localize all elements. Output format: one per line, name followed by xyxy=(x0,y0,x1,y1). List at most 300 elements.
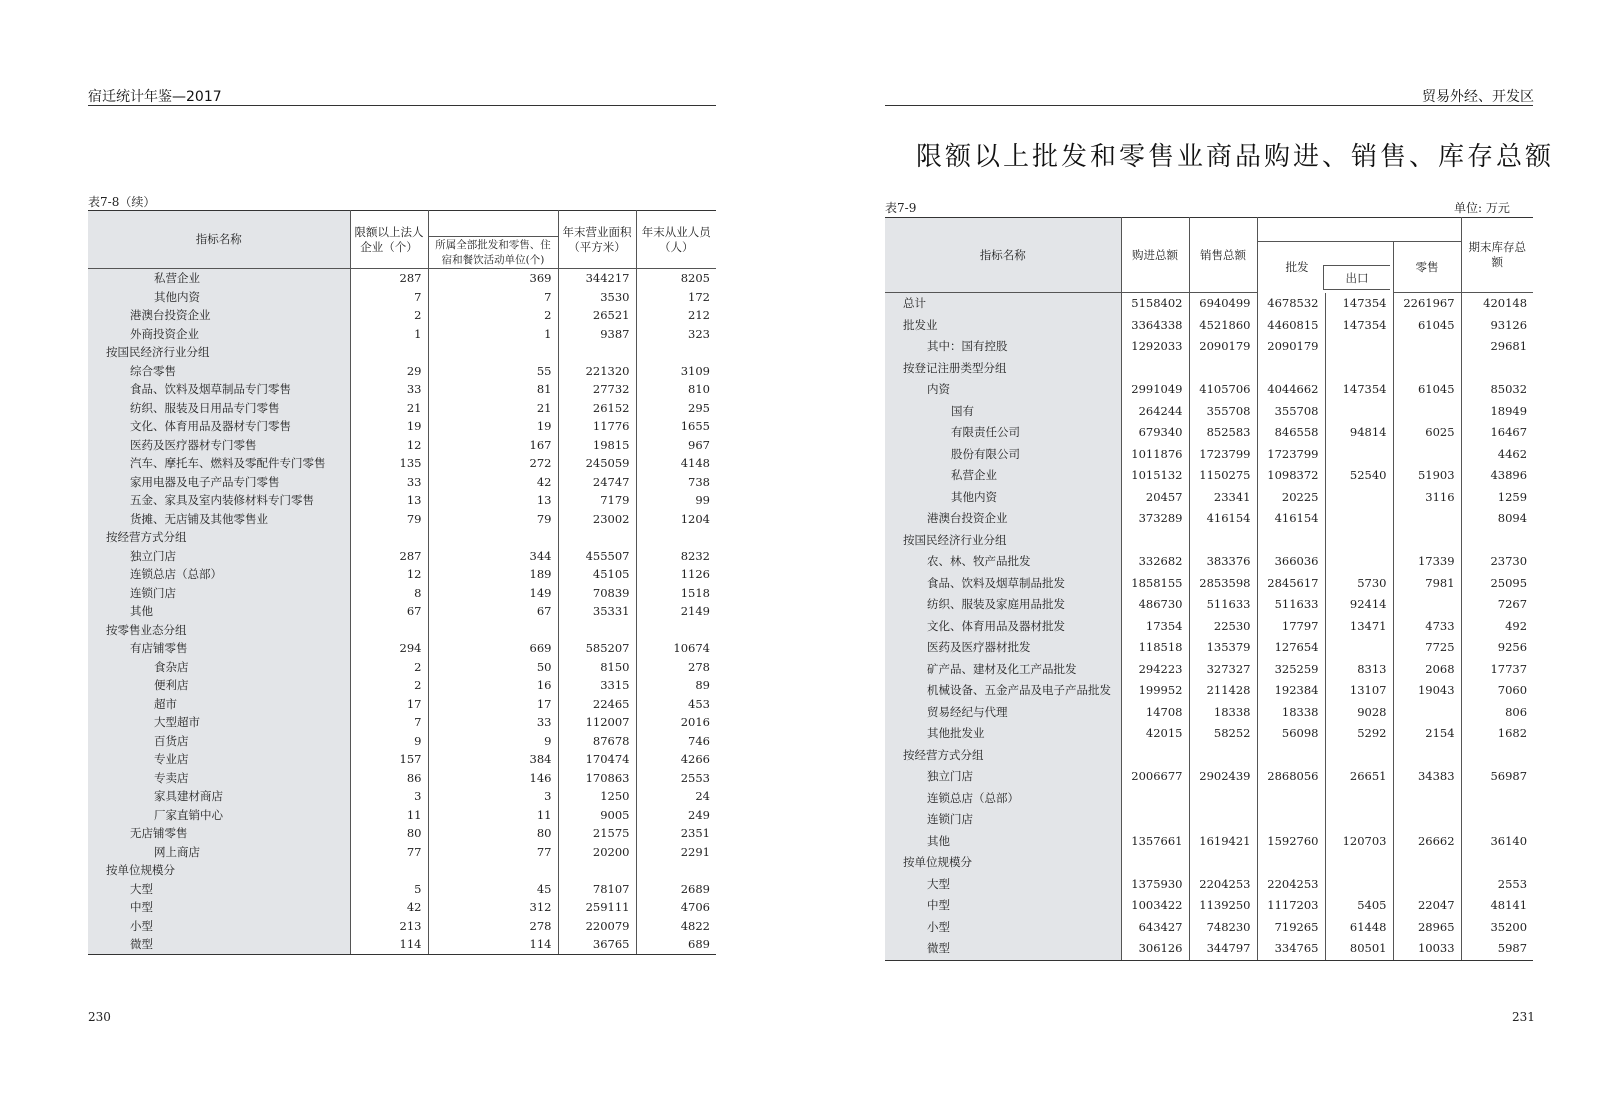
table-cell: 327327 xyxy=(1189,659,1257,681)
table-cell: 486730 xyxy=(1121,594,1189,616)
table-cell: 93126 xyxy=(1490,317,1528,332)
table-cell: 114 xyxy=(428,935,558,954)
table-cell: 1723799 xyxy=(1189,444,1257,466)
table-cell: 4266 xyxy=(680,752,710,766)
table-cell: 7 xyxy=(428,288,558,307)
row-label: 专业店 xyxy=(88,750,350,769)
row-label: 食杂店 xyxy=(88,658,350,677)
table-cell: 5 xyxy=(350,880,428,899)
row-label: 机械设备、五金产品及电子产品批发 xyxy=(885,680,1121,702)
row-label: 纺织、服装及家庭用品批发 xyxy=(885,594,1121,616)
table-cell xyxy=(1461,745,1533,767)
table-cell: 45 xyxy=(428,880,558,899)
table-cell: 492 xyxy=(1505,618,1528,633)
row-label: 食品、饮料及烟草制品专门零售 xyxy=(88,380,350,399)
table-cell: 2006677 xyxy=(1121,766,1189,788)
table-row xyxy=(88,417,716,436)
header-wholesale: 批发 xyxy=(1257,242,1393,293)
table-cell: 373289 xyxy=(1121,508,1189,530)
table-cell: 8094 xyxy=(1497,511,1528,525)
table-cell: 147354 xyxy=(1325,293,1393,315)
table-row xyxy=(88,473,716,492)
table-cell: 679340 xyxy=(1121,422,1189,444)
page-number-right: 231 xyxy=(1512,1010,1535,1024)
table-cell: 89 xyxy=(695,678,710,692)
table-cell xyxy=(1393,444,1461,466)
table-cell: 55 xyxy=(428,362,558,381)
table-cell: 1250 xyxy=(558,787,636,806)
table-row xyxy=(885,358,1533,380)
table-row xyxy=(88,399,716,418)
table-cell: 669 xyxy=(428,639,558,658)
table-cell xyxy=(558,528,636,547)
table-cell: 5987 xyxy=(1461,938,1533,960)
table-cell xyxy=(1325,745,1393,767)
table-cell: 10674 xyxy=(673,641,710,655)
table-cell xyxy=(1393,788,1461,810)
table-cell: 6940499 xyxy=(1189,293,1257,315)
table-cell: 4148 xyxy=(680,456,710,470)
table-row xyxy=(88,454,716,473)
table-cell xyxy=(1393,745,1461,767)
table-row xyxy=(88,861,716,880)
table-cell: 56098 xyxy=(1257,723,1325,745)
row-label: 私营企业 xyxy=(88,269,350,288)
table-row xyxy=(88,621,716,640)
table-cell: 11776 xyxy=(558,417,636,436)
table-cell: 18338 xyxy=(1189,702,1257,724)
table-body-right xyxy=(885,293,1533,961)
table-cell: 719265 xyxy=(1257,917,1325,939)
table-cell: 17 xyxy=(428,695,558,714)
row-label: 矿产品、建材及化工产品批发 xyxy=(885,659,1121,681)
row-label: 其他内资 xyxy=(88,288,350,307)
table-cell: 453 xyxy=(688,696,710,711)
table-cell xyxy=(1325,530,1393,552)
row-label: 连锁门店 xyxy=(88,584,350,603)
table-cell: 79 xyxy=(428,510,558,529)
header-employees: 年末从业人员（人） xyxy=(636,211,716,269)
table-cell: 80 xyxy=(350,824,428,843)
header-enterprises: 限额以上法人企业（个） xyxy=(350,211,428,269)
table-cell: 56987 xyxy=(1490,769,1528,783)
row-label: 股份有限公司 xyxy=(885,444,1121,466)
table-cell: 455507 xyxy=(558,547,636,566)
table-cell: 5730 xyxy=(1325,573,1393,595)
table-cell: 12 xyxy=(350,436,428,455)
row-label: 厂家直销中心 xyxy=(88,806,350,825)
table-label-right: 表7-9 xyxy=(885,201,917,215)
table-row xyxy=(885,702,1533,724)
table-cell: 211428 xyxy=(1189,680,1257,702)
table-cell: 19 xyxy=(428,417,558,436)
table-cell: 77 xyxy=(350,843,428,862)
page-number-left: 230 xyxy=(88,1010,111,1024)
table-cell xyxy=(1325,788,1393,810)
table-cell xyxy=(428,621,558,640)
row-label: 超市 xyxy=(88,695,350,714)
table-cell: 7060 xyxy=(1497,683,1528,697)
table-cell: 2154 xyxy=(1393,723,1461,745)
table-cell: 7981 xyxy=(1393,573,1461,595)
table-cell: 149 xyxy=(428,584,558,603)
table-cell: 70839 xyxy=(558,584,636,603)
table-cell: 135379 xyxy=(1189,637,1257,659)
table-cell: 19043 xyxy=(1393,680,1461,702)
table-cell: 17 xyxy=(350,695,428,714)
row-label: 汽车、摩托车、燃料及零配件专门零售 xyxy=(88,454,350,473)
table-cell: 43896 xyxy=(1490,468,1528,482)
table-cell: 28965 xyxy=(1393,917,1461,939)
table-cell: 192384 xyxy=(1257,680,1325,702)
table-cell: 33 xyxy=(350,380,428,399)
header-sales-total: 销售总额 xyxy=(1189,218,1257,293)
row-label: 中型 xyxy=(885,895,1121,917)
table-cell xyxy=(1189,530,1257,552)
table-cell: 26152 xyxy=(558,399,636,418)
table-cell: 6025 xyxy=(1393,422,1461,444)
table-cell: 99 xyxy=(695,493,710,507)
table-cell: 689 xyxy=(636,935,716,954)
row-label: 文化、体育用品及器材批发 xyxy=(885,616,1121,638)
table-cell: 61448 xyxy=(1325,917,1393,939)
row-label: 百货店 xyxy=(88,732,350,751)
table-cell: 1375930 xyxy=(1121,874,1189,896)
table-cell: 344217 xyxy=(558,269,636,288)
table-row xyxy=(885,723,1533,745)
table-cell: 2261967 xyxy=(1393,293,1461,315)
row-label: 外商投资企业 xyxy=(88,325,350,344)
row-label: 无店铺零售 xyxy=(88,824,350,843)
table-cell: 172 xyxy=(688,289,710,304)
table-cell xyxy=(1325,809,1393,831)
table-row xyxy=(88,491,716,510)
table-cell: 220079 xyxy=(558,917,636,936)
table-row xyxy=(885,422,1533,444)
table-cell xyxy=(1189,809,1257,831)
table-row xyxy=(88,713,716,732)
table-cell: 846558 xyxy=(1257,422,1325,444)
table-row xyxy=(885,508,1533,530)
table-row xyxy=(88,380,716,399)
table-cell: 24 xyxy=(695,789,710,803)
row-label: 贸易经纪与代理 xyxy=(885,702,1121,724)
table-cell xyxy=(1325,852,1393,874)
table-cell: 78107 xyxy=(558,880,636,899)
row-label: 按零售业态分组 xyxy=(88,621,350,640)
row-label: 小型 xyxy=(88,917,350,936)
table-cell: 5405 xyxy=(1325,895,1393,917)
table-cell: 511633 xyxy=(1257,594,1325,616)
table-cell xyxy=(1121,745,1189,767)
table-cell: 9 xyxy=(428,732,558,751)
table-cell: 13107 xyxy=(1325,680,1393,702)
header-retail: 零售 xyxy=(1393,242,1461,293)
table-cell: 4822 xyxy=(680,918,710,933)
table-cell xyxy=(558,343,636,362)
table-cell: 8232 xyxy=(680,548,710,563)
table-cell: 1 xyxy=(428,325,558,344)
table-cell: 3 xyxy=(428,787,558,806)
table-cell xyxy=(1257,852,1325,874)
table-cell: 1126 xyxy=(680,567,710,581)
table-cell: 147354 xyxy=(1325,379,1393,401)
row-label: 按国民经济行业分组 xyxy=(88,343,350,362)
table-cell: 344797 xyxy=(1189,938,1257,960)
table-cell xyxy=(1393,702,1461,724)
table-cell xyxy=(1393,401,1461,423)
table-cell: 2351 xyxy=(680,826,710,840)
table-cell: 13471 xyxy=(1325,616,1393,638)
table-cell: 7 xyxy=(350,713,428,732)
table-cell: 4044662 xyxy=(1257,379,1325,401)
row-label: 其中：国有控股 xyxy=(885,336,1121,358)
row-label: 小型 xyxy=(885,917,1121,939)
table-cell xyxy=(1325,444,1393,466)
table-row xyxy=(885,895,1533,917)
table-cell xyxy=(1393,508,1461,530)
table-cell: 13 xyxy=(350,491,428,510)
table-cell: 80 xyxy=(428,824,558,843)
row-label: 按单位规模分 xyxy=(88,861,350,880)
table-cell: 511633 xyxy=(1189,594,1257,616)
table-cell: 9005 xyxy=(558,806,636,825)
table-cell: 8205 xyxy=(680,271,710,285)
table-cell: 1592760 xyxy=(1257,831,1325,853)
row-label: 有限责任公司 xyxy=(885,422,1121,444)
row-label: 食品、饮料及烟草制品批发 xyxy=(885,573,1121,595)
table-cell xyxy=(1461,530,1533,552)
table-row xyxy=(88,362,716,381)
table-cell: 12 xyxy=(350,565,428,584)
table-cell: 4460815 xyxy=(1257,315,1325,337)
table-cell: 2149 xyxy=(680,604,710,618)
table-cell xyxy=(1461,809,1533,831)
table-cell: 420148 xyxy=(1483,296,1528,310)
table-cell: 4105706 xyxy=(1189,379,1257,401)
table-row xyxy=(88,306,716,325)
table-cell: 312 xyxy=(428,898,558,917)
header-business-area: 年末营业面积（平方米） xyxy=(558,211,636,269)
table-cell xyxy=(350,343,428,362)
row-label: 按单位规模分 xyxy=(885,852,1121,874)
table-row xyxy=(88,824,716,843)
table-cell: 4678532 xyxy=(1257,293,1325,315)
table-cell xyxy=(1121,358,1189,380)
table-cell: 52540 xyxy=(1325,465,1393,487)
table-cell: 746 xyxy=(688,733,710,748)
table-cell: 18949 xyxy=(1490,403,1528,418)
table-cell: 61045 xyxy=(1393,379,1461,401)
table-cell: 79 xyxy=(350,510,428,529)
table-cell xyxy=(350,861,428,880)
table-cell: 9387 xyxy=(558,325,636,344)
table-row xyxy=(885,594,1533,616)
table-cell xyxy=(636,861,716,880)
table-cell: 355708 xyxy=(1257,401,1325,423)
table-cell xyxy=(1393,852,1461,874)
table-row xyxy=(885,465,1533,487)
table-cell: 1682 xyxy=(1497,726,1528,740)
table-cell: 170474 xyxy=(558,750,636,769)
table-cell: 1619421 xyxy=(1189,831,1257,853)
row-label: 微型 xyxy=(885,938,1121,960)
table-cell xyxy=(1121,852,1189,874)
table-cell: 4462 xyxy=(1497,446,1528,461)
table-row xyxy=(88,343,716,362)
table-cell xyxy=(1257,530,1325,552)
table-row xyxy=(885,379,1533,401)
table-row xyxy=(88,639,716,658)
table-cell: 738 xyxy=(688,474,710,489)
table-cell: 29 xyxy=(350,362,428,381)
table-cell: 7 xyxy=(350,288,428,307)
table-cell: 26651 xyxy=(1325,766,1393,788)
table-cell: 67 xyxy=(350,602,428,621)
table-cell xyxy=(1393,874,1461,896)
table-cell: 33 xyxy=(350,473,428,492)
table-cell: 2689 xyxy=(680,881,710,896)
table-row xyxy=(88,695,716,714)
statistics-table-right xyxy=(885,217,1533,961)
table-cell: 17339 xyxy=(1393,551,1461,573)
table-cell: 1655 xyxy=(680,419,710,433)
row-label: 综合零售 xyxy=(88,362,350,381)
table-cell: 42 xyxy=(428,473,558,492)
table-cell: 26662 xyxy=(1393,831,1461,853)
table-cell: 1011876 xyxy=(1121,444,1189,466)
table-row xyxy=(88,528,716,547)
table-row xyxy=(885,809,1533,831)
row-label: 其他 xyxy=(88,602,350,621)
table-row xyxy=(88,269,716,288)
table-cell: 259111 xyxy=(558,898,636,917)
table-cell: 643427 xyxy=(1121,917,1189,939)
table-cell: 278 xyxy=(688,659,710,674)
table-cell xyxy=(1393,809,1461,831)
table-cell: 157 xyxy=(350,750,428,769)
table-cell: 118518 xyxy=(1121,637,1189,659)
table-cell: 34383 xyxy=(1393,766,1461,788)
row-label: 内资 xyxy=(885,379,1121,401)
table-row xyxy=(88,935,716,954)
row-label: 大型 xyxy=(88,880,350,899)
table-cell xyxy=(428,528,558,547)
table-row xyxy=(885,917,1533,939)
table-cell: 306126 xyxy=(1121,938,1189,960)
statistics-table-left xyxy=(88,210,716,955)
table-cell xyxy=(1257,788,1325,810)
table-cell: 2868056 xyxy=(1257,766,1325,788)
table-cell: 26521 xyxy=(558,306,636,325)
table-cell: 45105 xyxy=(558,565,636,584)
table-cell: 7725 xyxy=(1393,637,1461,659)
table-cell: 21 xyxy=(428,399,558,418)
table-cell: 334765 xyxy=(1257,938,1325,960)
row-label: 农、林、牧产品批发 xyxy=(885,551,1121,573)
header-purchase-total: 购进总额 xyxy=(1121,218,1189,293)
table-cell: 1150275 xyxy=(1189,465,1257,487)
table-body-left xyxy=(88,269,716,955)
table-cell xyxy=(1257,358,1325,380)
table-row xyxy=(885,852,1533,874)
table-row xyxy=(885,293,1533,315)
table-cell: 366036 xyxy=(1257,551,1325,573)
table-row xyxy=(885,745,1533,767)
row-label: 连锁总店（总部） xyxy=(885,788,1121,810)
table-cell xyxy=(1325,358,1393,380)
table-cell: 1292033 xyxy=(1121,336,1189,358)
table-row xyxy=(88,676,716,695)
table-row xyxy=(885,401,1533,423)
table-cell: 86 xyxy=(350,769,428,788)
table-cell: 1003422 xyxy=(1121,895,1189,917)
table-cell: 22047 xyxy=(1393,895,1461,917)
table-cell: 2204253 xyxy=(1189,874,1257,896)
table-cell: 8 xyxy=(350,584,428,603)
table-cell: 29681 xyxy=(1490,339,1528,353)
table-cell xyxy=(1393,358,1461,380)
table-cell: 1204 xyxy=(680,511,710,526)
table-cell: 9028 xyxy=(1325,702,1393,724)
running-head-left: 宿迁统计年鉴—2017 xyxy=(88,89,222,105)
table-cell: 416154 xyxy=(1189,508,1257,530)
table-cell xyxy=(558,621,636,640)
table-cell: 23341 xyxy=(1189,487,1257,509)
table-row xyxy=(88,750,716,769)
table-cell: 189 xyxy=(428,565,558,584)
row-label: 纺织、服装及日用品专门零售 xyxy=(88,399,350,418)
table-cell: 23002 xyxy=(558,510,636,529)
table-cell: 13 xyxy=(428,491,558,510)
table-cell xyxy=(1393,336,1461,358)
header-indicator-name: 指标名称 xyxy=(88,211,350,269)
table-row xyxy=(885,788,1533,810)
table-cell: 8313 xyxy=(1325,659,1393,681)
table-cell xyxy=(1121,788,1189,810)
table-cell: 167 xyxy=(428,436,558,455)
table-row xyxy=(885,616,1533,638)
table-cell: 213 xyxy=(350,917,428,936)
table-row xyxy=(88,584,716,603)
row-label: 连锁门店 xyxy=(885,809,1121,831)
table-cell: 585207 xyxy=(558,639,636,658)
row-label: 中型 xyxy=(88,898,350,917)
table-cell: 355708 xyxy=(1189,401,1257,423)
table-row xyxy=(885,637,1533,659)
table-cell: 9 xyxy=(350,732,428,751)
table-cell: 80501 xyxy=(1325,938,1393,960)
table-row xyxy=(885,551,1533,573)
table-row xyxy=(885,573,1533,595)
table-cell: 120703 xyxy=(1325,831,1393,853)
table-cell: 325259 xyxy=(1257,659,1325,681)
table-cell: 1357661 xyxy=(1121,831,1189,853)
table-cell xyxy=(1257,745,1325,767)
table-cell: 272 xyxy=(428,454,558,473)
table-cell xyxy=(1461,852,1533,874)
table-cell: 81 xyxy=(428,380,558,399)
table-cell: 18338 xyxy=(1257,702,1325,724)
table-cell: 323 xyxy=(688,326,710,341)
row-label: 网上商店 xyxy=(88,843,350,862)
table-cell: 287 xyxy=(350,547,428,566)
table-cell: 42 xyxy=(350,898,428,917)
table-row xyxy=(88,880,716,899)
table-cell: 50 xyxy=(428,658,558,677)
row-label: 货摊、无店铺及其他零售业 xyxy=(88,510,350,529)
table-cell: 7267 xyxy=(1497,597,1528,611)
